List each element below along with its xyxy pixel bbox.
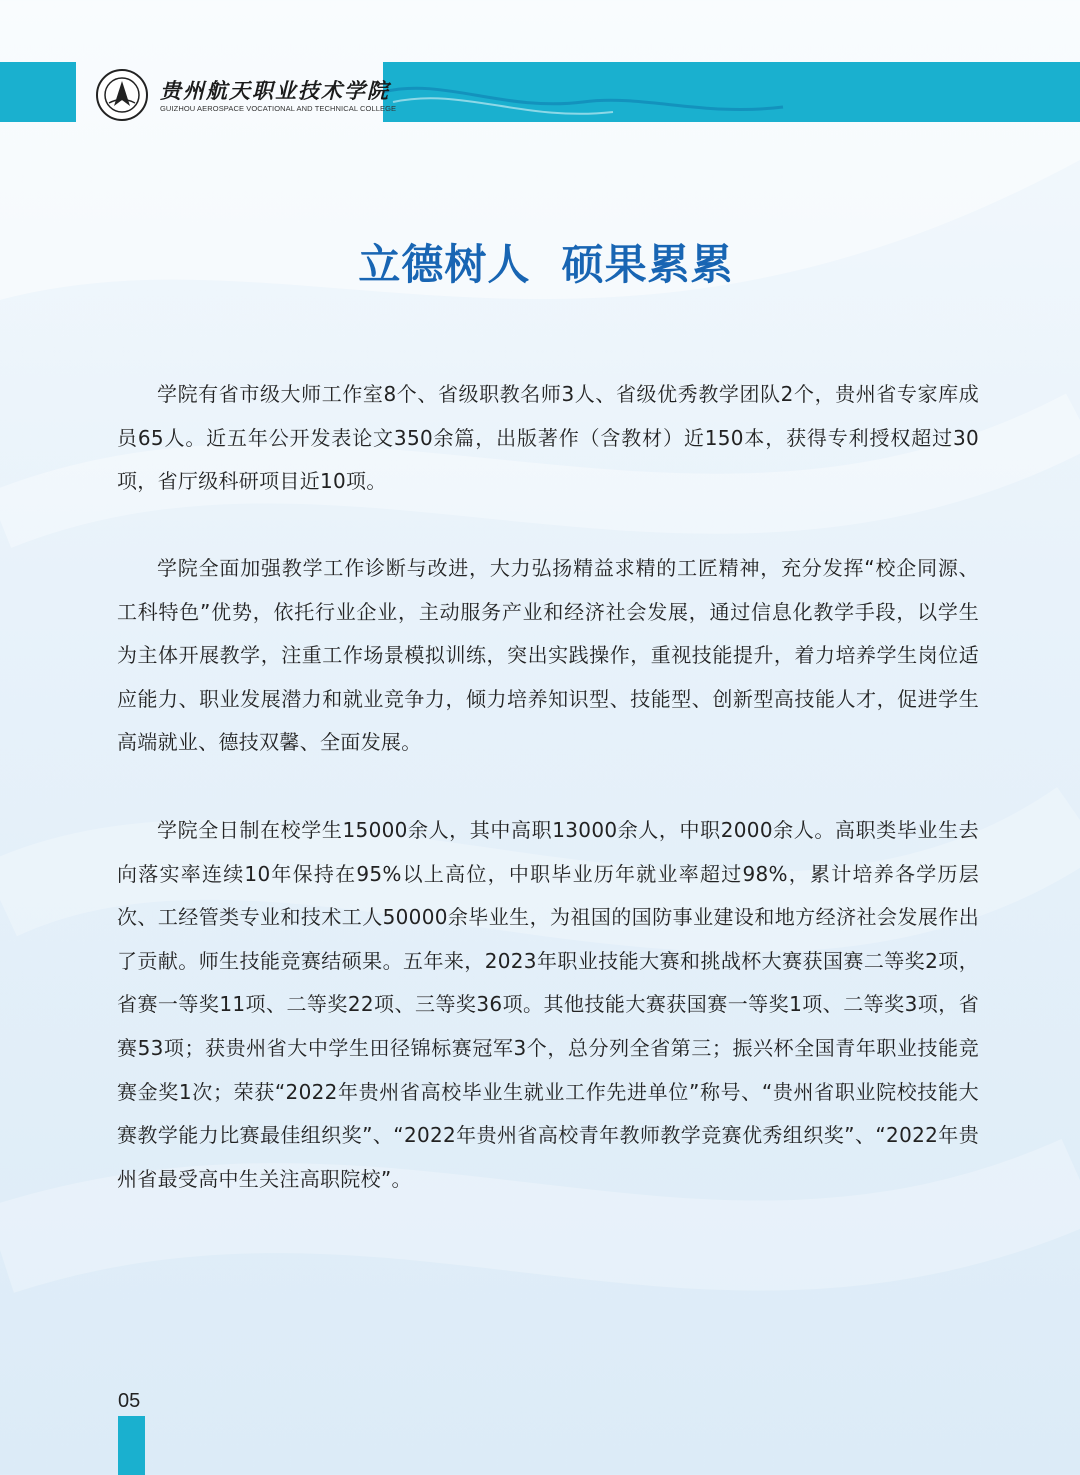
college-name-cn: 贵州航天职业技术学院 — [160, 78, 390, 103]
paragraph-1: 学院有省市级大师工作室8个、省级职教名师3人、省级优秀教学团队2个，贵州省专家库成员65人。近五年公开发表论文350余篇，出版著作（含教材）近150本，获得专利授权超过30项，省厅级科研项目近10项。 — [117, 382, 979, 494]
page-title: 立德树人 硕果累累 — [358, 240, 734, 289]
band-wave-decoration — [383, 62, 1080, 122]
page-number-bar — [118, 1416, 145, 1475]
header-band-right — [383, 62, 1080, 122]
college-name-en: GUIZHOU AEROSPACE VOCATIONAL AND TECHNICAL COLLEGE — [160, 104, 397, 113]
page-number: 05 — [118, 1390, 141, 1412]
college-emblem-icon — [95, 68, 149, 122]
paragraph-2: 学院全面加强教学工作诊断与改进，大力弘扬精益求精的工匠精神，充分发挥“校企同源、工科特色”优势，依托行业企业，主动服务产业和经济社会发展，通过信息化教学手段，以学生为主体开展教学，注重工作场景模拟训练，突出实践操作，重视技能提升，着力培养学生岗位适应能力、职业发展潜力和就业竞争力，倾力培养知识型、技能型、创新型高技能人才，促进学生高端就业、德技双馨、全面发展。 — [117, 556, 979, 755]
paragraph-3: 学院全日制在校学生15000余人，其中高职13000余人，中职2000余人。高职类毕业生去向落实率连续10年保持在95%以上高位，中职毕业历年就业率超过98%，累计培养各学历层次、工经管类专业和技术工人50000余毕业生，为祖国的国防事业建设和地方经济社会发展作出了贡献。师生技能竞赛结硕果。五年来，2023年职业技能大赛和挑战杯大赛获国赛二等奖2项，省赛一等奖11项、二等奖22项、三等奖36项。其他技能大赛获国赛一等奖1项、二等奖3项，省赛53项；获贵州省大中学生田径锦标赛冠军3个，总分列全省第三；振兴杯全国青年职业技能竞赛金奖1次；荣获“2022年贵州省高校毕业生就业工作先进单位”称号、“贵州省职业院校技能大赛教学能力比赛最佳组织奖”、“2022年贵州省高校青年教师教学竞赛优秀组织奖”、“2022年贵州省最受高中生关注高职院校”。 — [117, 818, 979, 1191]
header-band-left — [0, 62, 76, 122]
